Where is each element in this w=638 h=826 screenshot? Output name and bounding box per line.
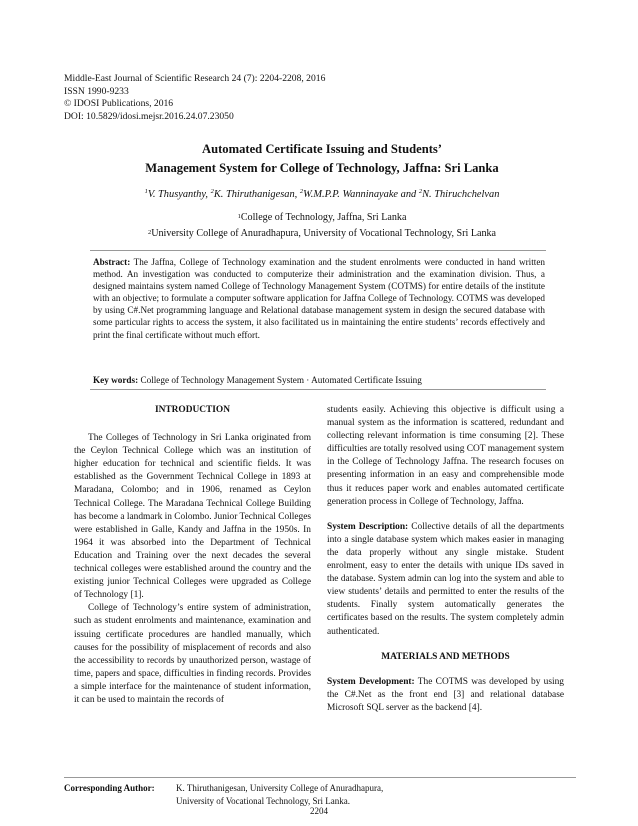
corresponding-author-label: Corresponding Author: (64, 783, 155, 793)
author-1: V. Thusyanthy, (147, 189, 211, 200)
title-line-2: Management System for College of Technology, Jaffna: Sri Lanka (145, 160, 499, 175)
abstract-bottom-rule (90, 389, 546, 390)
abstract-top-rule (90, 250, 546, 251)
author-list (64, 189, 580, 200)
keywords-label: Key words: (93, 375, 139, 385)
author-2-sup: 2 (210, 188, 214, 195)
journal-citation: Middle-East Journal of Scientific Research 24 (7): 2204-2208, 2016 (64, 73, 326, 84)
materials-methods-heading: MATERIALS AND METHODS (381, 651, 510, 662)
corresponding-author-line-1: K. Thiruthanigesan, University College of Anuradhapura, (176, 783, 384, 793)
doi: DOI: 10.5829/idosi.mejsr.2016.24.07.23050 (64, 110, 234, 122)
author-2: K. Thiruthanigesan, (213, 189, 300, 200)
affiliation-1 (64, 210, 580, 226)
intro-paragraph-2: College of Technology’s entire system of administration, such as student enrolments and maintenance, examination and issuing certificate procedures are handled manually, which causes for the possibility of misplacement of records and also the accessibility to records by unauthorized person, wastage of time, papers and space, difficulties in finding records. Provides a simple interface for the maintenance of student information, it can be used to maintain the records of (74, 603, 311, 705)
author-4: N. Thiruchchelvan (422, 189, 500, 200)
system-development-text: The COTMS was developed by using the C#.Net as the front end [3] and relational database Microsoft SQL server as the backend [4]. (327, 676, 564, 713)
copyright: © IDOSI Publications, 2016 (64, 98, 174, 110)
left-column (74, 404, 311, 707)
system-development-label: System Development: (327, 676, 415, 687)
system-description-text: Collective details of all the departments into a single database system which makes easier in managing the data properly without any single mistake. Student enrolment, easy to enter the details with unique IDs saved in the database. System admin can log into the system and able to view students’ details and permitted to enter the results of the students. Finally system automatically generates the certificates based on the results. The system completely admin authenticated. (327, 521, 565, 637)
system-description-label: System Description: (327, 521, 409, 532)
journal-header (64, 73, 325, 123)
paper-title (64, 140, 580, 177)
affiliation-2-text: University College of Anuradhapura, University of Vocational Technology, Sri Lanka (151, 227, 497, 239)
abstract (93, 256, 545, 341)
introduction-heading: INTRODUCTION (154, 405, 230, 415)
abstract-text: The Jaffna, College of Technology examination and the student enrolments were conducted in hand written method. An investigation was conducted to computerize their administration and the examination division. Thus, a designed maintains system named College of Technology Management System (COTMS) for entire details of the institute with an objective; to formulate a computer software application for Jaffna College of Technology. COTMS was developed by using C#.Net programming language and Relational database management system in design the secured database with some particular rights to access the system, it also facilitated us in maintaining the entire students’ records effectively and print the final certificate without much effort. (93, 257, 545, 340)
affiliation-2-sup: 2 (147, 228, 152, 236)
intro-paragraph-1: The Colleges of Technology in Sri Lanka originated from the Ceylon Technical College which was an institution of higher education for technical and scientific fields. It was established as the Government Technical College in 1893 at Maradana, Colombo; and in 1906, renamed as Ceylon Technical College. The Maradana Technical College Building has become a landmark in Colombo. Junior Technical Colleges were established in Galle, Kandy and Jaffna in the 1950s. In 1964 it was absorbed into the Department of Technical Education and Training over the next decades the several technical colleges were established around the country and the existing junior Technical Colleges were upgraded as College of Technology [1]. (74, 433, 311, 601)
affiliation-1-text: College of Technology, Jaffna, Sri Lanka (240, 212, 407, 223)
keywords-text: College of Technology Management System · Automated Certificate Issuing (140, 375, 422, 385)
author-3-sup: 2 (299, 188, 304, 195)
corresponding-author (64, 782, 383, 808)
abstract-label: Abstract: (93, 257, 131, 267)
issn: ISSN 1990-9233 (64, 85, 129, 97)
corresponding-author-line-2: University of Vocational Technology, Sri Lanka. (176, 796, 351, 806)
author-1-sup: 1 (144, 188, 148, 195)
author-3: W.M.P.P. Wanninayake and (303, 189, 419, 200)
keywords (93, 375, 545, 385)
affiliation-1-sup: 1 (237, 213, 241, 220)
page-number: 2204 (310, 806, 328, 816)
system-description-paragraph (327, 521, 564, 639)
title-line-1: Automated Certificate Issuing and Students’ (202, 142, 442, 156)
system-development-paragraph (327, 676, 564, 715)
right-column (327, 404, 564, 715)
intro-paragraph-3: students easily. Achieving this objective is difficult using a manual system as the information is scattered, redundant and collecting relevant information is time consuming [2]. These difficulties are totally resolved using COT management system in the College of Technology Jaffna. The research focuses on presenting information in an easy and comprehensible mode thus it reduces paper work and enables automated certificate generation process in College of Technology, Jaffna. (327, 405, 564, 507)
footer-rule (64, 777, 576, 778)
affiliation-2 (64, 226, 580, 242)
affiliations (64, 210, 580, 241)
author-4-sup: 2 (418, 188, 423, 195)
